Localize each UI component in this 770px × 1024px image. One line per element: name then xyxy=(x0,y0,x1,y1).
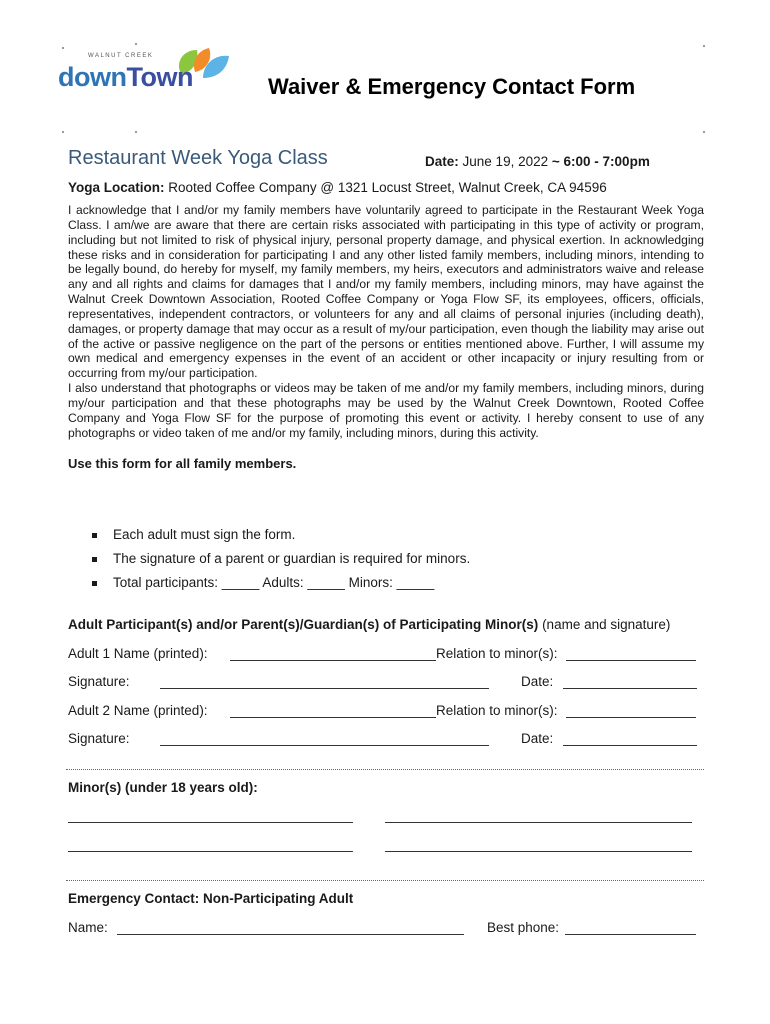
corner-mark xyxy=(135,43,137,45)
date-label: Date: xyxy=(425,154,459,169)
bullet-icon xyxy=(92,581,97,586)
emergency-phone-label: Best phone: xyxy=(487,920,560,935)
waiver-paragraph: I acknowledge that I and/or my family members have voluntarily agreed to participate in the Restaurant Week Yoga Class. I am/we are aware that there are certain risks associated with participating in this type of activity or program, including but not limited to risk of physical injury, personal property damage, and physical exertion. In acknowledging these risks and in consideration for participating I and any other listed family members, including minors, intending to be legally bound, do hereby for myself, my family members, my heirs, executors and administrators waive and release any and all rights and claims for damages that I and/or my family members, including minors, may have against the Walnut Creek Downtown Association, Rooted Coffee Company or Yoga Flow SF, its employees, officers, officials, representatives, independent contractors, or volunteers for any and all claims of personal injuries (including death), damages, or property damage that may occur as a result of my/our participation, even though the liability may arise out of the active or passive negligence on the part of the persons or entities mentioned above. Further, I will assume my own medical and emergency expenses in the event of an accident or other incapacity or injury resulting from or occurring from my/our participation. xyxy=(68,203,704,381)
minor-name-field[interactable] xyxy=(68,851,353,852)
corner-mark xyxy=(703,131,705,133)
corner-mark xyxy=(135,131,137,133)
emergency-heading: Emergency Contact: Non-Participating Adult xyxy=(68,891,354,906)
adult2-date-label: Date: xyxy=(521,731,554,746)
logo-word-part1: down xyxy=(58,62,127,92)
emergency-phone-field[interactable] xyxy=(565,934,696,935)
adult2-signature-field[interactable] xyxy=(160,745,489,746)
corner-mark xyxy=(62,131,64,133)
date-separator: ~ xyxy=(551,154,560,169)
location-label: Yoga Location: xyxy=(68,180,165,195)
adult2-relation-label: Relation to minor(s): xyxy=(436,703,558,718)
bullet-icon xyxy=(92,533,97,538)
adult1-signature-label: Signature: xyxy=(68,674,130,689)
adult1-date-label: Date: xyxy=(521,674,554,689)
adult1-signature-field[interactable] xyxy=(160,688,489,689)
adult1-name-label: Adult 1 Name (printed): xyxy=(68,646,208,661)
minor-name-field[interactable] xyxy=(68,822,353,823)
downtown-logo xyxy=(58,46,228,106)
use-form-note: Use this form for all family members. xyxy=(68,456,297,471)
emergency-name-label: Name: xyxy=(68,920,108,935)
event-time: 6:00 - 7:00pm xyxy=(563,154,650,169)
page-title: Waiver & Emergency Contact Form xyxy=(268,74,636,99)
adult1-relation-label: Relation to minor(s): xyxy=(436,646,558,661)
photo-paragraph: I also understand that photographs or videos may be taken of me and/or my family members, including minors, during my/our participation and that these photographs may be used by the Walnut Creek Downtown, Rooted Coffee Company and Yoga Flow SF for the purpose of promoting this event or activity. I hereby consent to use of any photographs or video taken of me and/or my family, including minors, during this activity. xyxy=(68,381,704,440)
event-date xyxy=(425,154,650,169)
waiver-text xyxy=(68,203,704,441)
adult2-signature-label: Signature: xyxy=(68,731,130,746)
adult1-date-field[interactable] xyxy=(563,688,697,689)
bullet-icon xyxy=(92,557,97,562)
logo-small-text: WALNUT CREEK xyxy=(88,53,154,59)
yoga-location xyxy=(68,180,607,195)
corner-mark xyxy=(703,45,705,47)
section-divider xyxy=(66,880,704,881)
logo-word-part2: Town xyxy=(126,62,193,92)
adult1-relation-field[interactable] xyxy=(566,660,696,661)
date-value: June 19, 2022 xyxy=(462,154,549,169)
adult1-name-field[interactable] xyxy=(230,660,436,661)
adult2-name-field[interactable] xyxy=(230,717,436,718)
location-value: Rooted Coffee Company @ 1321 Locust Street, Walnut Creek, CA 94596 xyxy=(168,180,607,195)
adult2-date-field[interactable] xyxy=(563,745,697,746)
minors-heading: Minor(s) (under 18 years old): xyxy=(68,780,258,795)
minor-name-field[interactable] xyxy=(385,822,692,823)
logo-wordmark xyxy=(58,64,193,91)
minor-name-field[interactable] xyxy=(385,851,692,852)
section-divider xyxy=(66,769,704,770)
emergency-name-field[interactable] xyxy=(117,934,464,935)
adult2-relation-field[interactable] xyxy=(566,717,696,718)
adult-section-heading: Adult Participant(s) and/or Parent(s)/Guardian(s) of Participating Minor(s) (name and signature) xyxy=(68,617,671,632)
adult2-name-label: Adult 2 Name (printed): xyxy=(68,703,208,718)
class-name: Restaurant Week Yoga Class xyxy=(68,147,328,169)
